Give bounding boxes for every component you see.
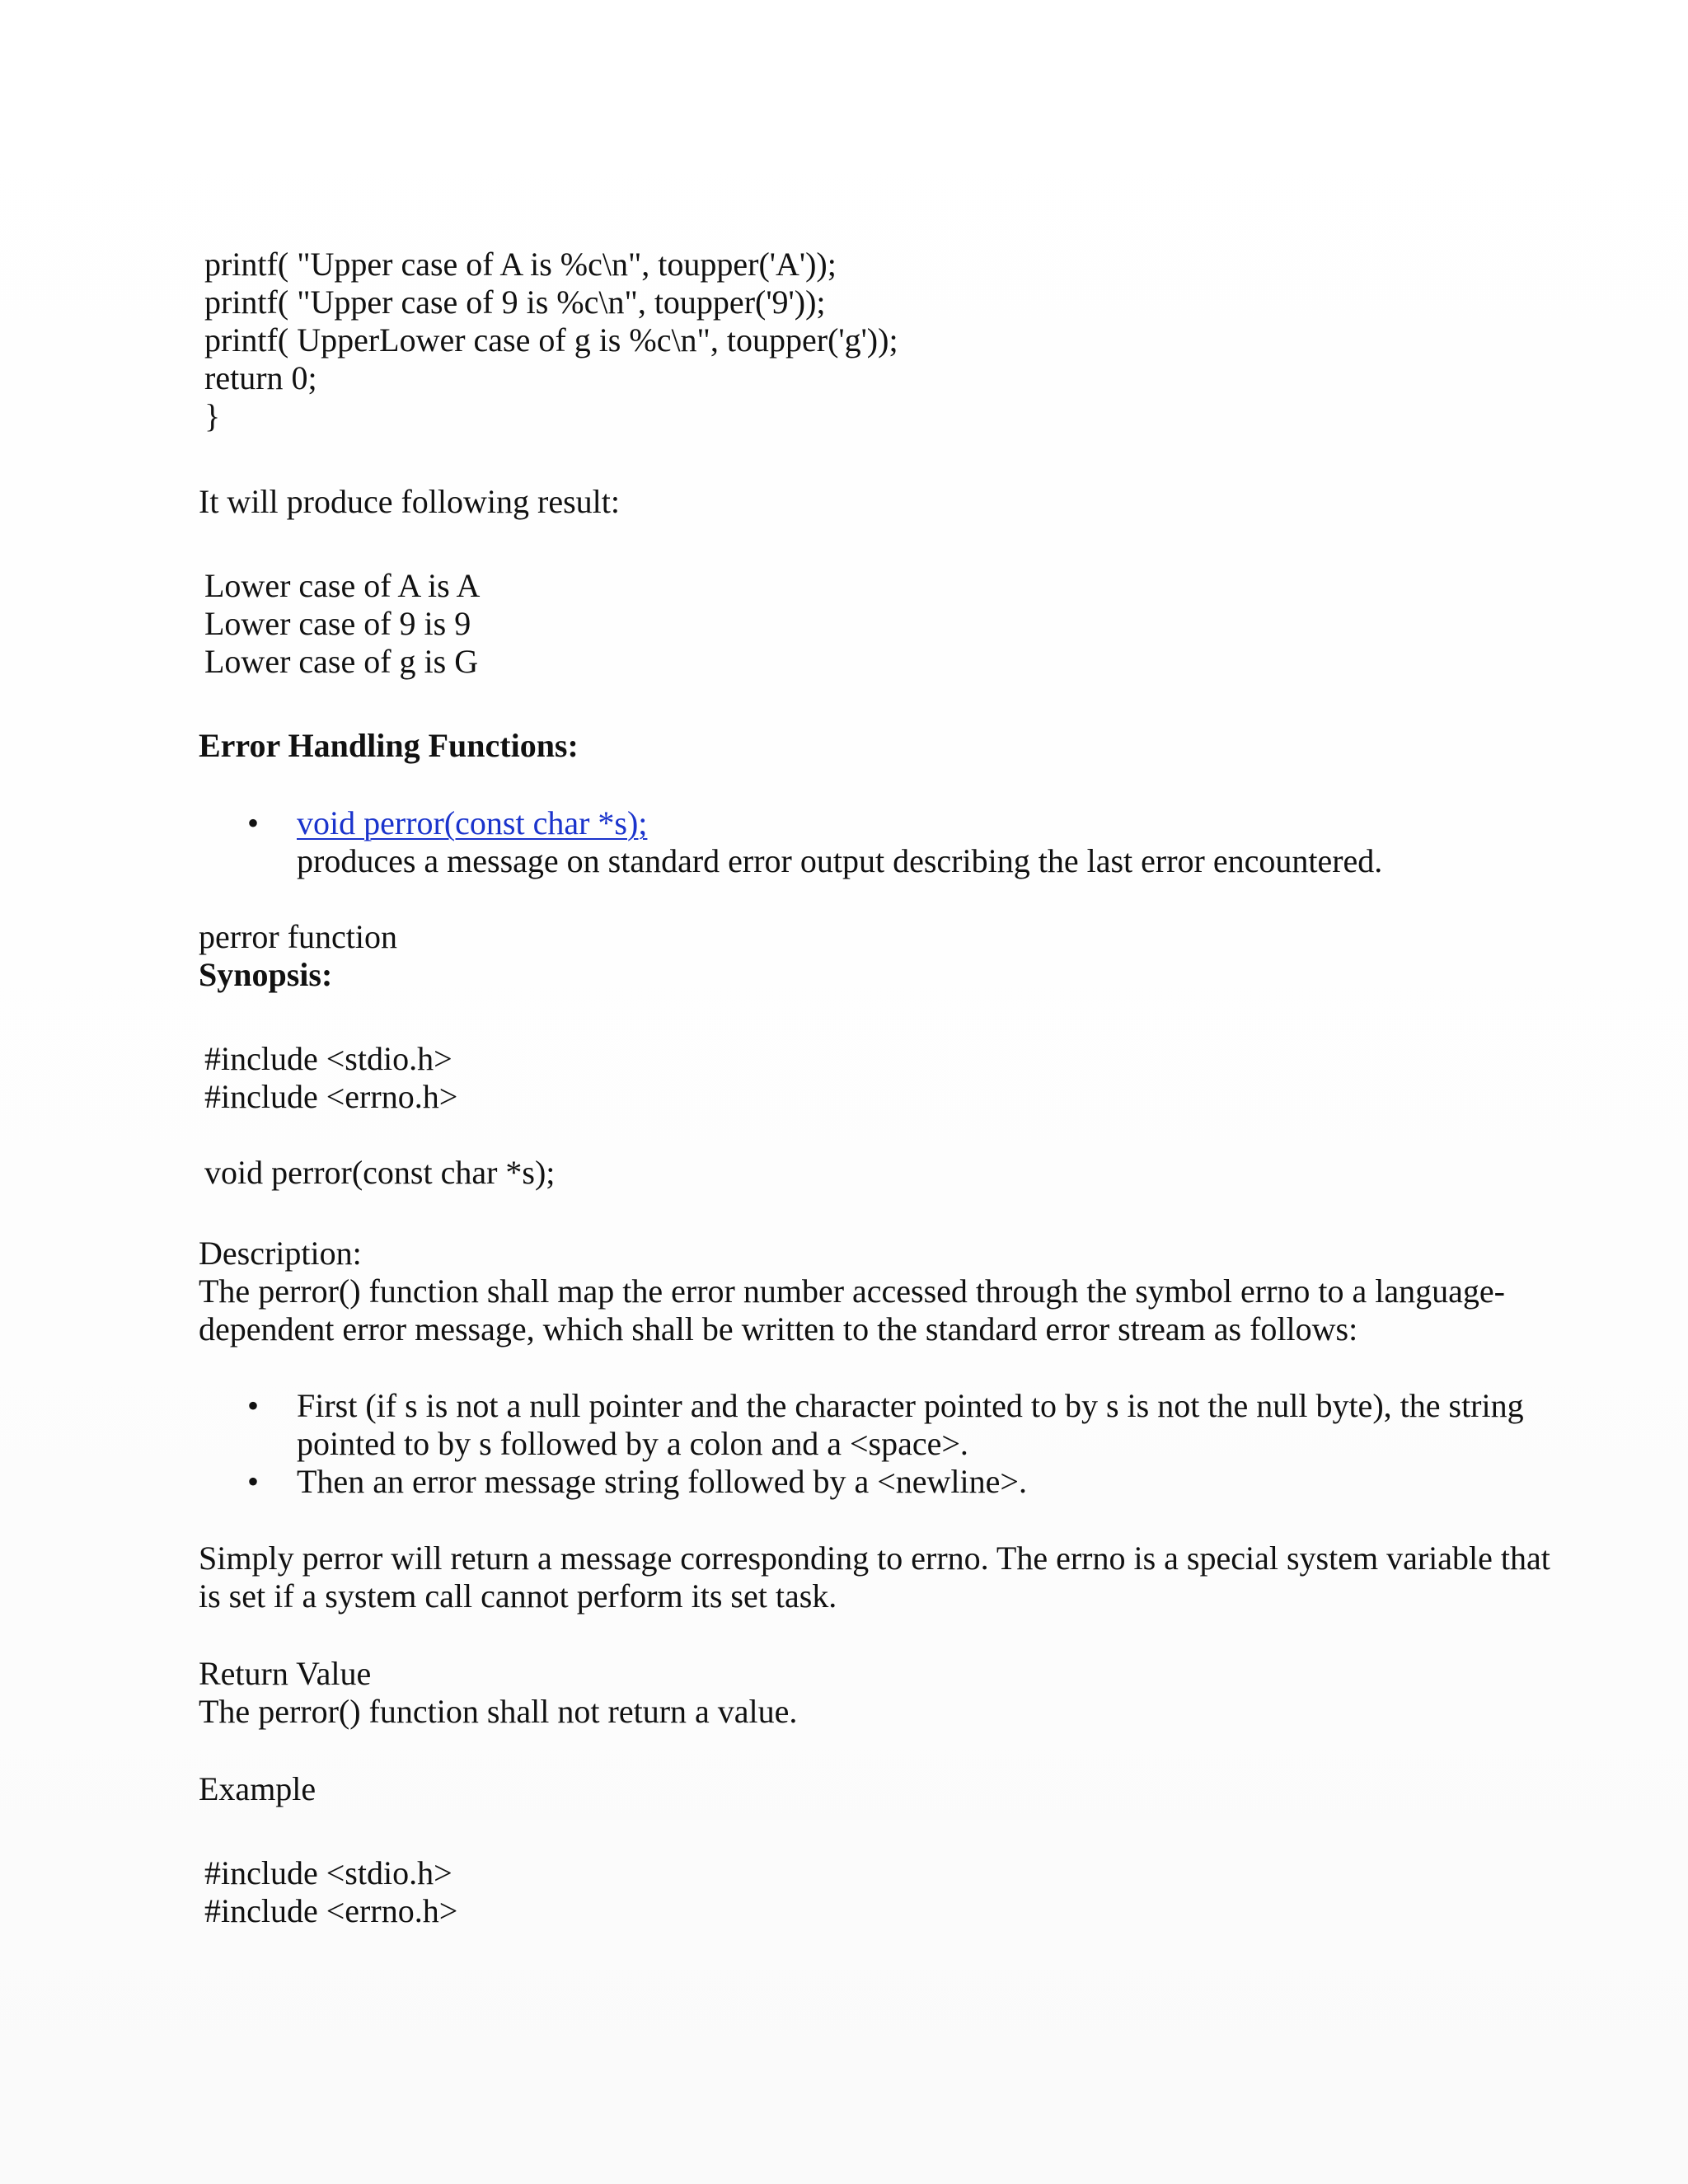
code-line: } [204, 397, 221, 434]
section-heading: Error Handling Functions: [199, 727, 579, 764]
synopsis-code-line: #include <errno.h> [204, 1078, 458, 1115]
code-line: printf( UpperLower case of g is %c\n", toupper('g')); [204, 321, 898, 359]
description-bullet-line: Then an error message string followed by a <newline>. [297, 1463, 1027, 1500]
description-line: The perror() function shall map the error number accessed through the symbol errno to a language- [199, 1272, 1505, 1310]
code-line: printf( "Upper case of A is %c\n", toupper('A')); [204, 246, 837, 283]
bullet-glyph: • [247, 804, 260, 841]
synopsis-heading: Synopsis: [199, 956, 333, 993]
output-line: Lower case of g is G [204, 643, 479, 680]
code-line: printf( "Upper case of 9 is %c\n", toupper('9')); [204, 284, 826, 321]
description-line: dependent error message, which shall be written to the standard error stream as follows: [199, 1310, 1358, 1347]
summary-line: Simply perror will return a message corresponding to errno. The errno is a special system variable that [199, 1540, 1550, 1577]
perror-description: produces a message on standard error output describing the last error encountered. [297, 842, 1383, 879]
example-heading: Example [199, 1770, 316, 1807]
summary-line: is set if a system call cannot perform its set task. [199, 1577, 837, 1615]
return-text: The perror() function shall not return a value. [199, 1693, 798, 1730]
perror-link-text[interactable]: void perror(const char *s); [297, 804, 648, 841]
synopsis-code-line: void perror(const char *s); [204, 1154, 556, 1191]
description-heading: Description: [199, 1235, 362, 1272]
bullet-glyph: • [247, 1387, 260, 1424]
bullet-glyph: • [247, 1463, 260, 1500]
output-line: Lower case of 9 is 9 [204, 605, 471, 642]
output-line: Lower case of A is A [204, 567, 481, 604]
example-code-line: #include <stdio.h> [204, 1854, 452, 1891]
code-line: return 0; [204, 359, 317, 396]
synopsis-code-line: #include <stdio.h> [204, 1040, 452, 1077]
description-bullet-line: First (if s is not a null pointer and the character pointed to by s is not the null byte), the string [297, 1387, 1524, 1424]
perror-title: perror function [199, 918, 398, 955]
perror-link[interactable] [297, 804, 647, 842]
result-intro: It will produce following result: [199, 483, 621, 520]
description-bullet-line: pointed to by s followed by a colon and a <space>. [297, 1425, 968, 1462]
return-heading: Return Value [199, 1655, 372, 1692]
example-code-line: #include <errno.h> [204, 1892, 458, 1929]
